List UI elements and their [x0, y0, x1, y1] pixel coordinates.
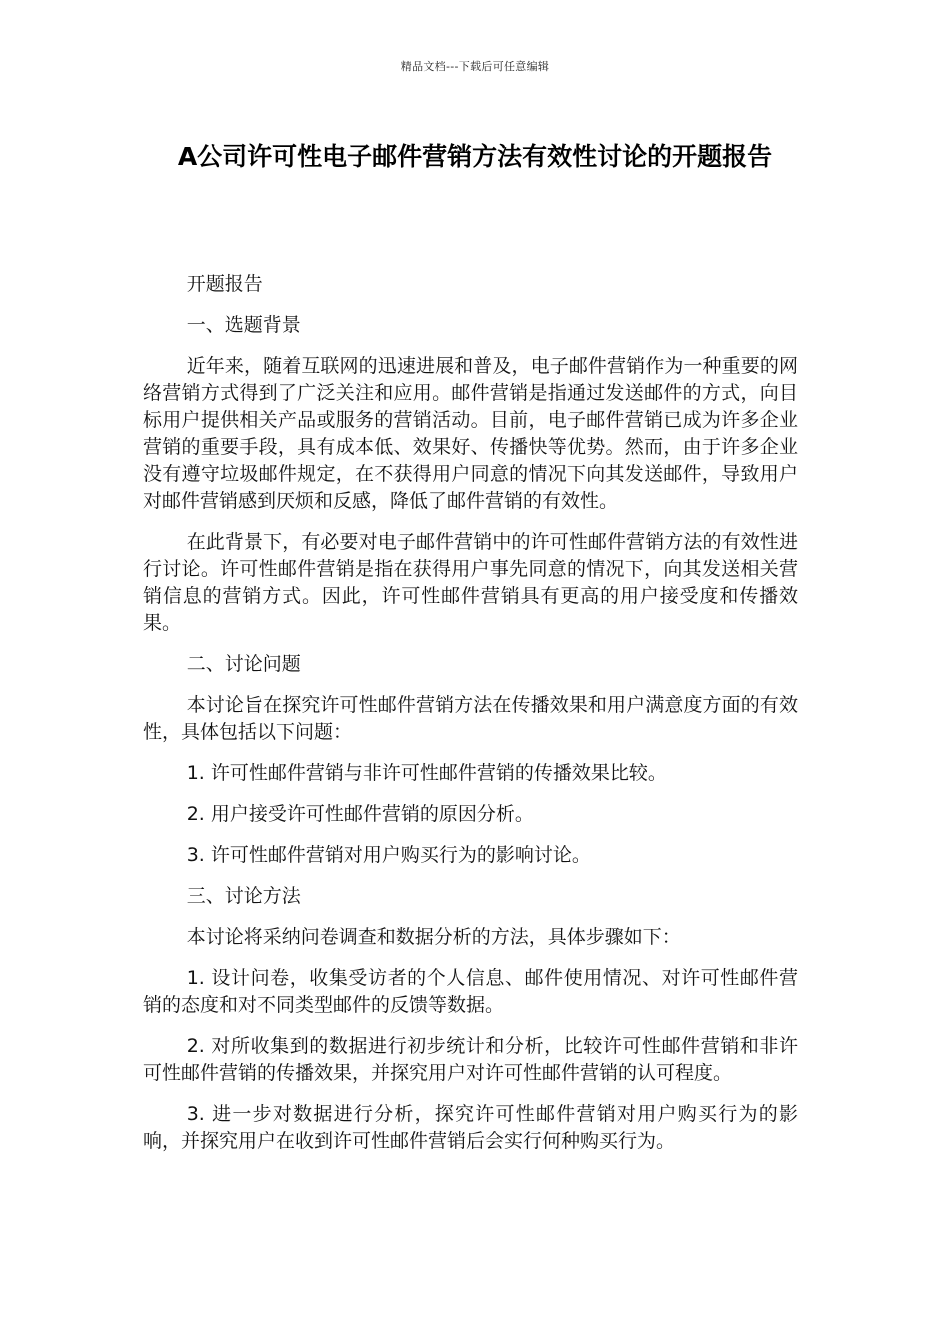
list-item-question-1: 1. 许可性邮件营销与非许可性邮件营销的传播效果比较。	[186, 762, 667, 784]
list-item-method-3: 3. 进一步对数据进行分析，探究许可性邮件营销对用户购买行为的影响，并探究用户在收到许可性邮件营销后会实行何种购买行为。	[143, 1103, 798, 1152]
list-item-method-1: 1. 设计问卷，收集受访者的个人信息、邮件使用情况、对许可性邮件营销的态度和对不同类型邮件的反馈等数据。	[143, 967, 798, 1016]
paragraph-background-2: 在此背景下，有必要对电子邮件营销中的许可性邮件营销方法的有效性进行讨论。许可性邮件营销是指在获得用户事先同意的情况下，向其发送相关营销信息的营销方式。因此，许可性邮件营销具有更高的用户接受度和传播效果。	[143, 531, 798, 634]
paragraph-questions-intro: 本讨论旨在探究许可性邮件营销方法在传播效果和用户满意度方面的有效性，具体包括以下问题：	[143, 694, 798, 743]
header-note: 精品文档---下载后可任意编辑	[400, 60, 550, 73]
list-item-question-3: 3. 许可性邮件营销对用户购买行为的影响讨论。	[186, 844, 591, 866]
section-heading-background: 一、选题背景	[186, 314, 301, 336]
section-heading-methods: 三、讨论方法	[186, 885, 301, 907]
paragraph-background-1: 近年来，随着互联网的迅速进展和普及，电子邮件营销作为一种重要的网络营销方式得到了广泛关注和应用。邮件营销是指通过发送邮件的方式，向目标用户提供相关产品或服务的营销活动。目前，电子邮件营销已成为许多企业营销的重要手段，具有成本低、效果好、传播快等优势。然而，由于许多企业没有遵守垃圾邮件规定，在不获得用户同意的情况下向其发送邮件，导致用户对邮件营销感到厌烦和反感，降低了邮件营销的有效性。	[143, 355, 798, 512]
list-item-method-2: 2. 对所收集到的数据进行初步统计和分析，比较许可性邮件营销和非许可性邮件营销的传播效果，并探究用户对许可性邮件营销的认可程度。	[143, 1035, 798, 1084]
document-body	[143, 271, 798, 1169]
paragraph-methods-intro: 本讨论将采纳问卷调查和数据分析的方法，具体步骤如下：	[186, 926, 681, 948]
section-label-report: 开题报告	[186, 273, 263, 295]
section-heading-questions: 二、讨论问题	[186, 653, 301, 675]
list-item-question-2: 2. 用户接受许可性邮件营销的原因分析。	[186, 803, 534, 825]
document-title: A公司许可性电子邮件营销方法有效性讨论的开题报告	[177, 142, 773, 171]
